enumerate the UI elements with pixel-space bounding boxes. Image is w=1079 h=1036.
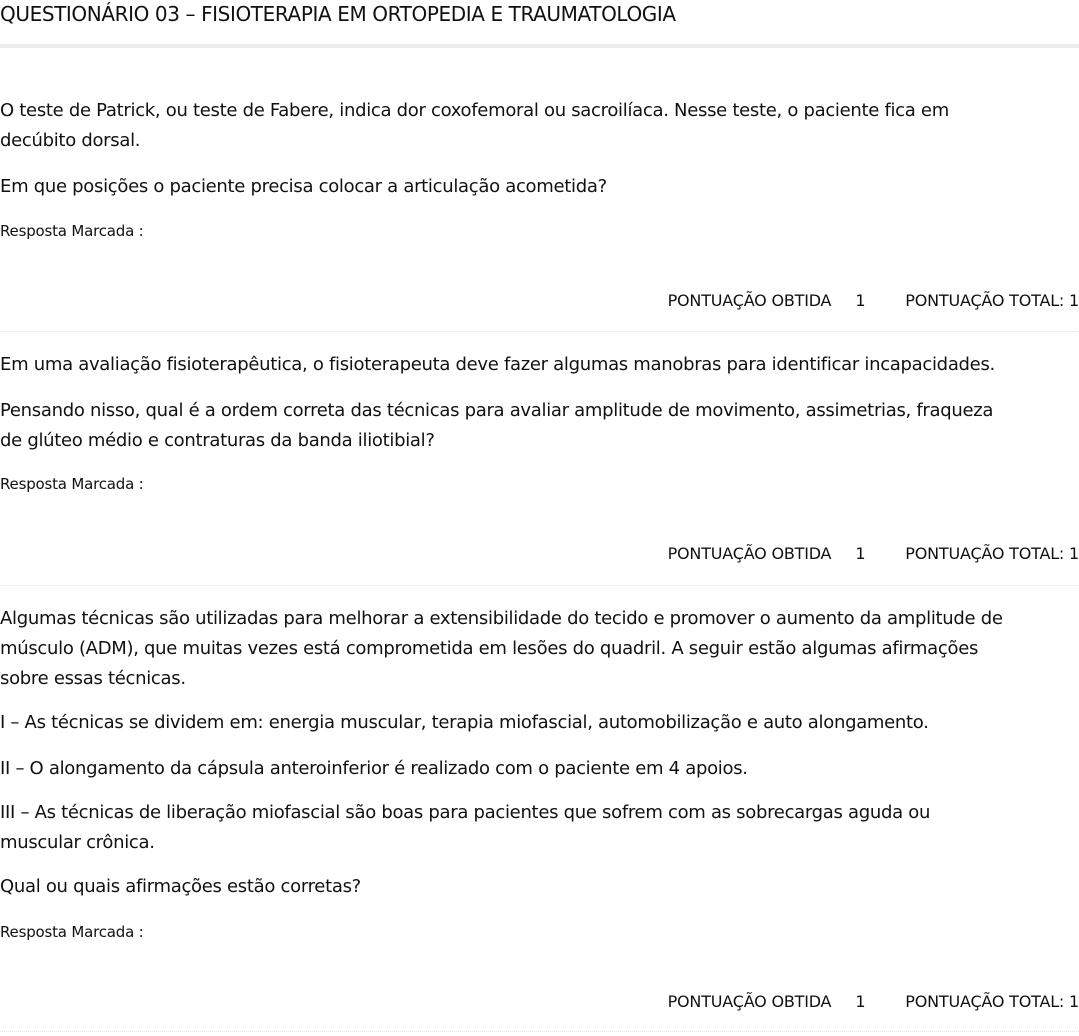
question-divider <box>0 585 1079 586</box>
question-3-prompt: Qual ou quais afirmações estão corretas? <box>0 876 361 897</box>
question-3-statement-2: II – O alongamento da cápsula anteroinferior é realizado com o paciente em 4 apoios. <box>0 758 748 779</box>
question-2-text-line-1: Em uma avaliação fisioterapêutica, o fisioterapeuta deve fazer algumas manobras para identificar incapacidades. <box>0 354 995 375</box>
question-3-text-line-3: sobre essas técnicas. <box>0 668 186 689</box>
title-divider <box>0 44 1079 48</box>
question-2-answer-label: Resposta Marcada : <box>0 475 144 493</box>
question-3-statement-3-line-2: muscular crônica. <box>0 832 155 853</box>
question-3-score-row <box>668 991 1079 1013</box>
question-divider <box>0 1031 1079 1032</box>
question-3-statement-1: I – As técnicas se dividem em: energia muscular, terapia miofascial, automobilização e auto alongamento. <box>0 712 929 733</box>
score-total-label: PONTUAÇÃO TOTAL: 1 <box>905 544 1079 563</box>
question-1-answer-label: Resposta Marcada : <box>0 222 144 240</box>
score-obtained-value: 1 <box>855 291 866 310</box>
score-total-label: PONTUAÇÃO TOTAL: 1 <box>905 992 1079 1011</box>
score-obtained-label: PONTUAÇÃO OBTIDA <box>667 544 832 563</box>
question-2-score-row <box>668 543 1079 565</box>
question-1-prompt: Em que posições o paciente precisa colocar a articulação acometida? <box>0 176 607 197</box>
score-obtained-value: 1 <box>855 544 866 563</box>
question-3-answer-label: Resposta Marcada : <box>0 923 144 941</box>
score-obtained-value: 1 <box>855 992 866 1011</box>
question-2-text-line-3: de glúteo médio e contraturas da banda iliotibial? <box>0 430 435 451</box>
question-2-text-line-2: Pensando nisso, qual é a ordem correta das técnicas para avaliar amplitude de movimento, assimetrias, fraqueza <box>0 400 994 421</box>
question-1-score-row <box>668 290 1079 312</box>
question-3-statement-3-line-1: III – As técnicas de liberação miofascial são boas para pacientes que sofrem com as sobrecargas aguda ou <box>0 802 931 823</box>
question-3-text-line-2: músculo (ADM), que muitas vezes está comprometida em lesões do quadril. A seguir estão algumas afirmações <box>0 638 979 659</box>
question-3-text-line-1: Algumas técnicas são utilizadas para melhorar a extensibilidade do tecido e promover o aumento da amplitude de <box>0 608 1003 629</box>
score-obtained-label: PONTUAÇÃO OBTIDA <box>667 291 832 310</box>
score-total-label: PONTUAÇÃO TOTAL: 1 <box>905 291 1079 310</box>
question-1-text-line-1: O teste de Patrick, ou teste de Fabere, indica dor coxofemoral ou sacroilíaca. Nesse teste, o paciente fica em <box>0 100 949 121</box>
page-title: QUESTIONÁRIO 03 – FISIOTERAPIA EM ORTOPEDIA E TRAUMATOLOGIA <box>0 2 676 26</box>
question-divider <box>0 331 1079 332</box>
score-obtained-label: PONTUAÇÃO OBTIDA <box>667 992 832 1011</box>
question-1-text-line-2: decúbito dorsal. <box>0 130 141 151</box>
